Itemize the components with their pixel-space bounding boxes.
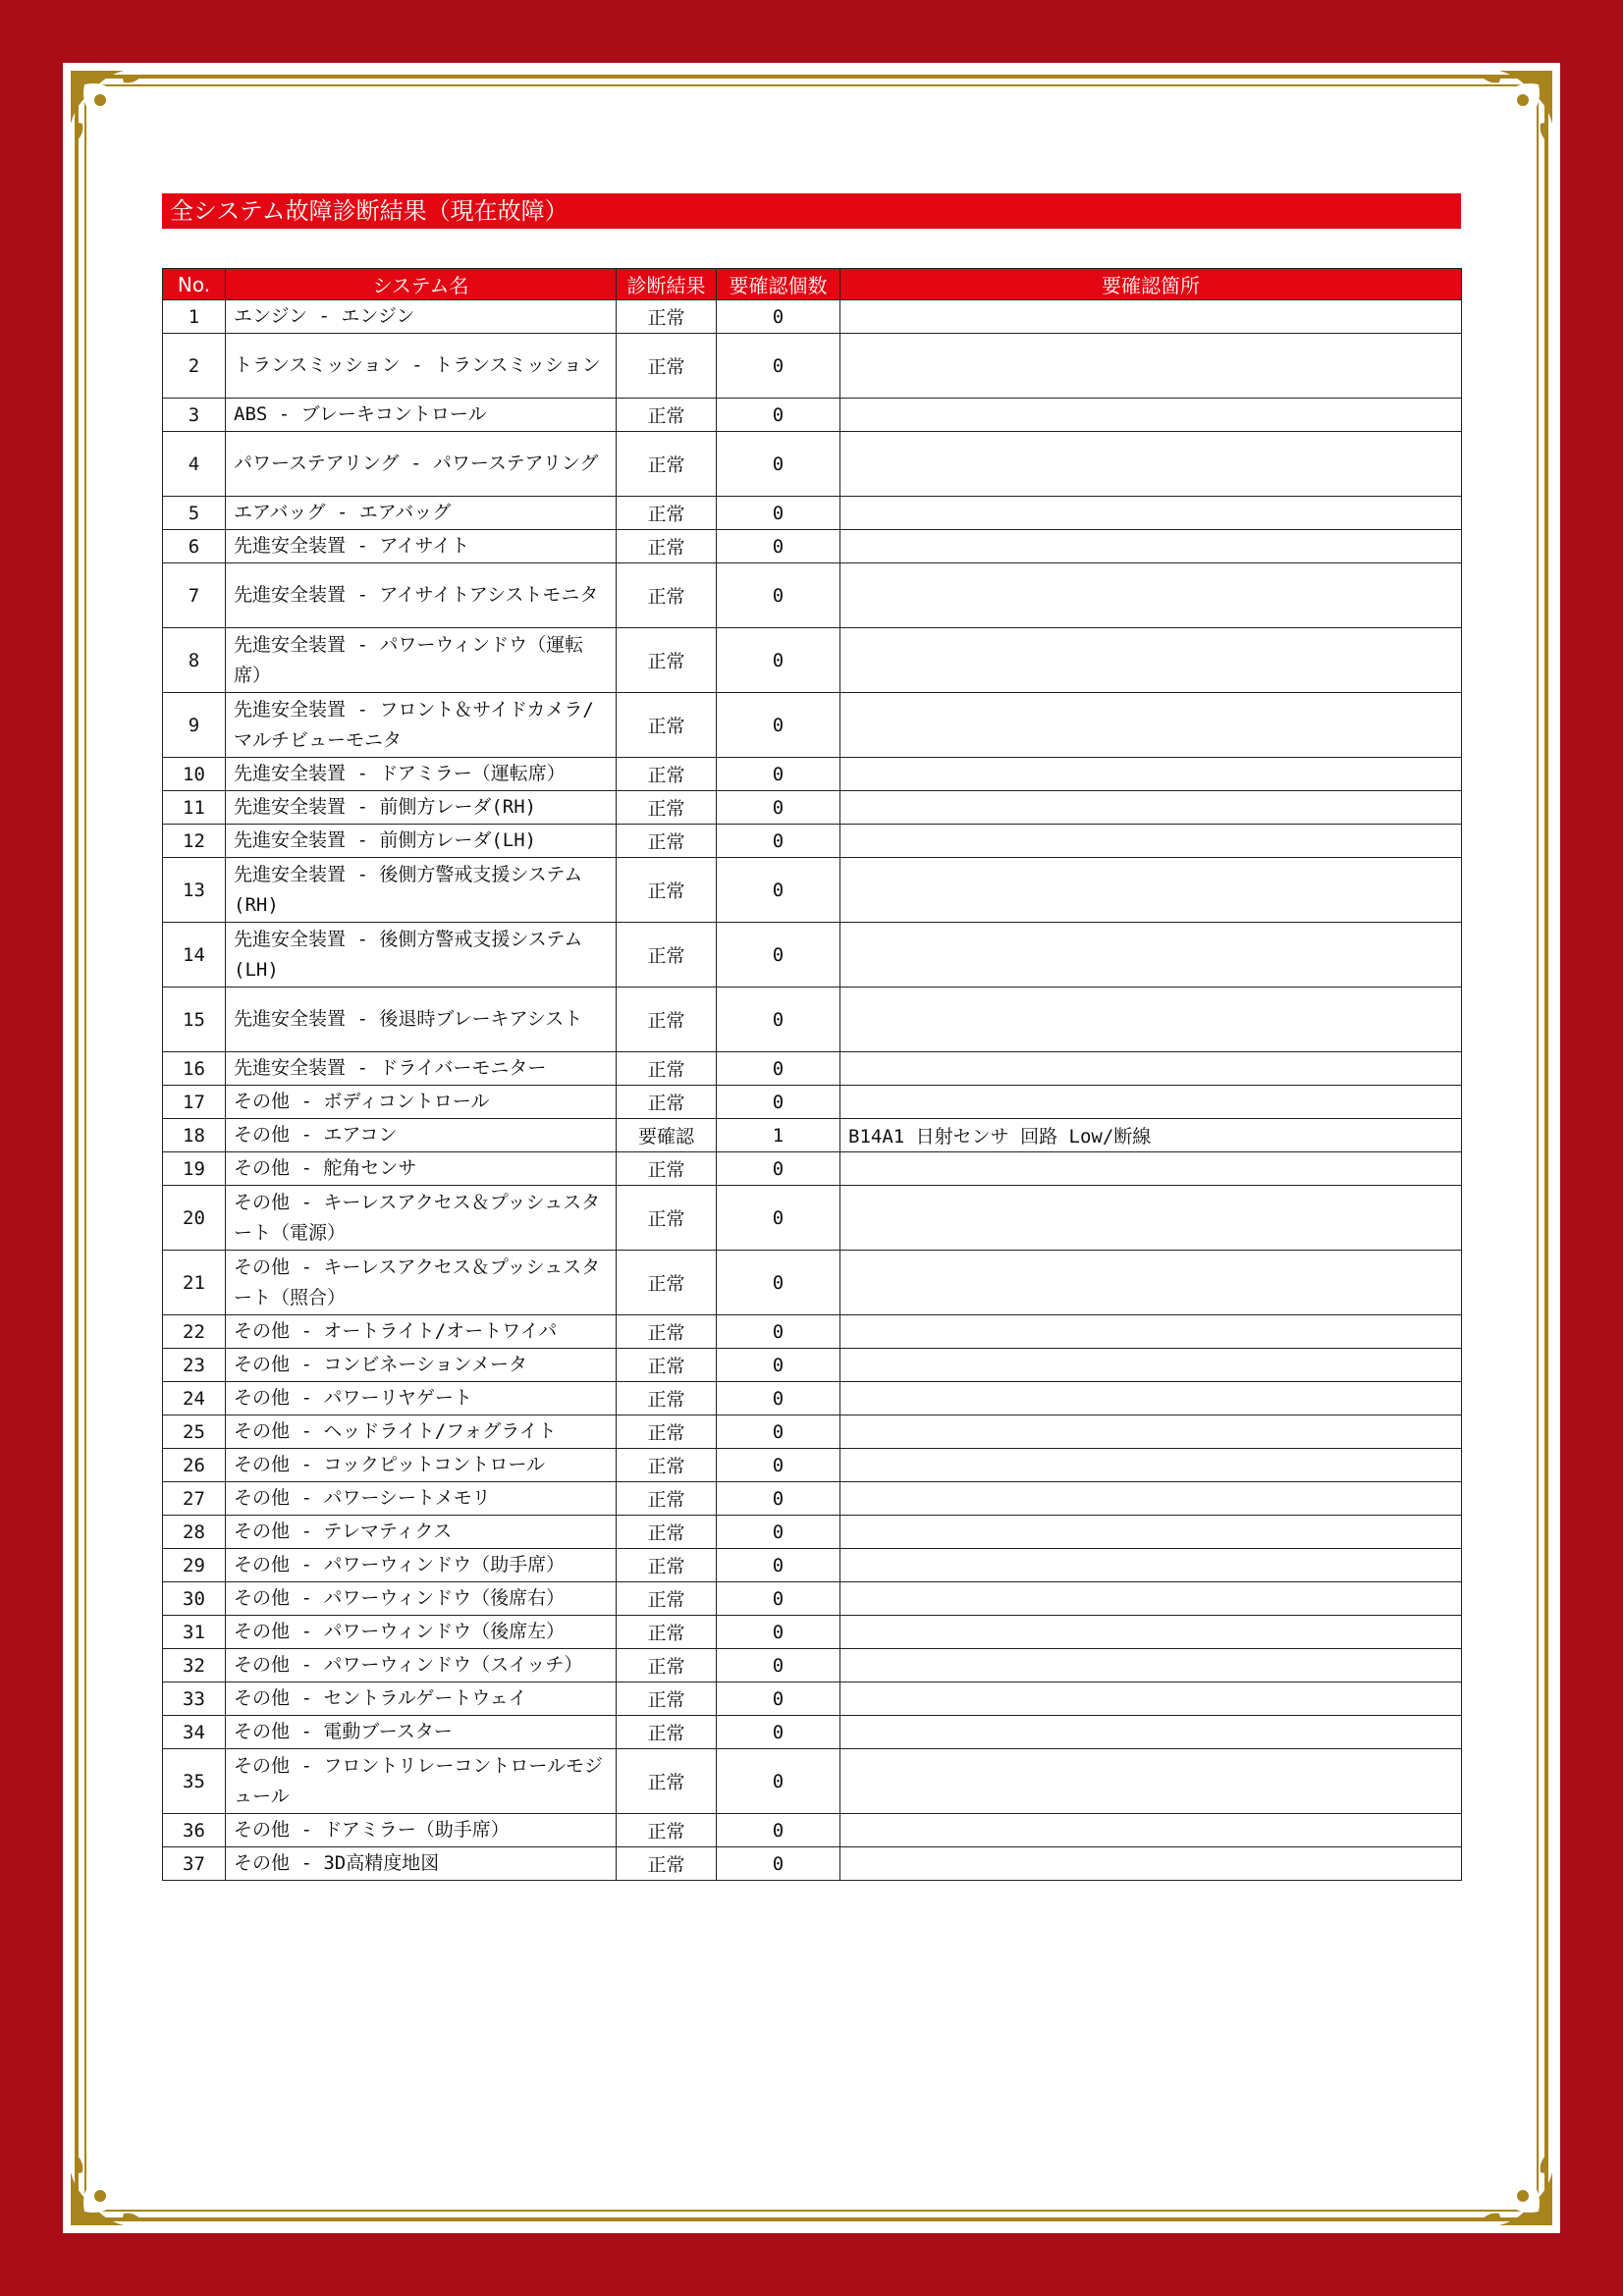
row-result: 正常 — [617, 693, 717, 758]
row-location — [840, 1582, 1462, 1616]
row-result: 正常 — [617, 1186, 717, 1251]
row-no: 28 — [163, 1516, 226, 1549]
row-no: 3 — [163, 399, 226, 432]
row-system-name: その他 - ボディコントロール — [226, 1086, 617, 1119]
row-result: 正常 — [617, 1549, 717, 1582]
row-system-name: その他 - キーレスアクセス＆プッシュスタート（照合） — [226, 1251, 617, 1315]
row-location — [840, 1749, 1462, 1814]
row-system-name: 先進安全装置 - ドライバーモニター — [226, 1052, 617, 1086]
row-system-name: パワーステアリング - パワーステアリング — [226, 432, 617, 497]
row-system-name: エアバッグ - エアバッグ — [226, 497, 617, 530]
row-count: 0 — [717, 1616, 840, 1649]
row-no: 21 — [163, 1251, 226, 1315]
row-count: 0 — [717, 1086, 840, 1119]
row-system-name: その他 - セントラルゲートウェイ — [226, 1682, 617, 1716]
row-location — [840, 1847, 1462, 1881]
row-result: 正常 — [617, 923, 717, 988]
row-result: 正常 — [617, 791, 717, 825]
row-no: 33 — [163, 1682, 226, 1716]
row-result: 正常 — [617, 1516, 717, 1549]
table-row — [163, 1415, 1462, 1449]
row-result: 正常 — [617, 300, 717, 334]
row-location — [840, 1814, 1462, 1847]
row-system-name: その他 - エアコン — [226, 1119, 617, 1152]
row-result: 正常 — [617, 1086, 717, 1119]
row-result: 正常 — [617, 497, 717, 530]
row-location — [840, 923, 1462, 988]
row-count: 0 — [717, 1582, 840, 1616]
row-no: 7 — [163, 563, 226, 628]
row-result: 正常 — [617, 1749, 717, 1814]
row-system-name: その他 - キーレスアクセス＆プッシュスタート（電源） — [226, 1186, 617, 1251]
row-no: 25 — [163, 1415, 226, 1449]
report-title: 全システム故障診断結果（現在故障） — [162, 193, 1461, 229]
row-location — [840, 791, 1462, 825]
row-no: 20 — [163, 1186, 226, 1251]
row-count: 0 — [717, 1482, 840, 1516]
table-row — [163, 1186, 1462, 1251]
table-row — [163, 1349, 1462, 1382]
row-count: 0 — [717, 1415, 840, 1449]
table-row — [163, 300, 1462, 334]
table-row — [163, 1814, 1462, 1847]
row-result: 要確認 — [617, 1119, 717, 1152]
row-location — [840, 1616, 1462, 1649]
row-count: 0 — [717, 497, 840, 530]
table-row — [163, 1315, 1462, 1349]
row-count: 1 — [717, 1119, 840, 1152]
row-location — [840, 300, 1462, 334]
row-result: 正常 — [617, 334, 717, 399]
row-count: 0 — [717, 758, 840, 791]
row-no: 30 — [163, 1582, 226, 1616]
row-result: 正常 — [617, 628, 717, 693]
table-row — [163, 1251, 1462, 1315]
row-location — [840, 758, 1462, 791]
row-location — [840, 1682, 1462, 1716]
row-count: 0 — [717, 1847, 840, 1881]
row-result: 正常 — [617, 563, 717, 628]
row-result: 正常 — [617, 1847, 717, 1881]
row-system-name: その他 - パワーウィンドウ（助手席） — [226, 1549, 617, 1582]
corner-ornament-icon — [63, 63, 161, 161]
table-row — [163, 1119, 1462, 1152]
row-result: 正常 — [617, 1649, 717, 1682]
row-count: 0 — [717, 1649, 840, 1682]
row-count: 0 — [717, 1814, 840, 1847]
row-location — [840, 825, 1462, 858]
row-no: 26 — [163, 1449, 226, 1482]
header-system: システム名 — [226, 269, 617, 300]
row-system-name: その他 - パワーリヤゲート — [226, 1382, 617, 1415]
table-body — [163, 300, 1462, 1881]
table-row — [163, 1616, 1462, 1649]
row-location — [840, 1716, 1462, 1749]
row-system-name: その他 - フロントリレーコントロールモジュール — [226, 1749, 617, 1814]
row-no: 35 — [163, 1749, 226, 1814]
row-system-name: その他 - ドアミラー（助手席） — [226, 1814, 617, 1847]
row-count: 0 — [717, 1749, 840, 1814]
row-result: 正常 — [617, 399, 717, 432]
table-row — [163, 1716, 1462, 1749]
row-system-name: その他 - 電動ブースター — [226, 1716, 617, 1749]
row-system-name: ABS - ブレーキコントロール — [226, 399, 617, 432]
header-result: 診断結果 — [617, 269, 717, 300]
row-result: 正常 — [617, 825, 717, 858]
row-no: 16 — [163, 1052, 226, 1086]
row-location — [840, 530, 1462, 563]
row-count: 0 — [717, 693, 840, 758]
row-count: 0 — [717, 1449, 840, 1482]
corner-ornament-icon — [63, 2135, 161, 2233]
row-result: 正常 — [617, 1382, 717, 1415]
row-count: 0 — [717, 1251, 840, 1315]
table-row — [163, 1549, 1462, 1582]
row-system-name: その他 - パワーウィンドウ（後席右） — [226, 1582, 617, 1616]
row-system-name: 先進安全装置 - ドアミラー（運転席） — [226, 758, 617, 791]
row-system-name: その他 - コックピットコントロール — [226, 1449, 617, 1482]
row-count: 0 — [717, 530, 840, 563]
row-no: 37 — [163, 1847, 226, 1881]
row-no: 15 — [163, 988, 226, 1052]
row-no: 11 — [163, 791, 226, 825]
row-location — [840, 497, 1462, 530]
row-result: 正常 — [617, 1582, 717, 1616]
row-no: 1 — [163, 300, 226, 334]
row-location — [840, 1315, 1462, 1349]
row-count: 0 — [717, 825, 840, 858]
row-result: 正常 — [617, 1716, 717, 1749]
row-count: 0 — [717, 791, 840, 825]
row-system-name: その他 - テレマティクス — [226, 1516, 617, 1549]
row-no: 19 — [163, 1152, 226, 1186]
row-location — [840, 1086, 1462, 1119]
row-count: 0 — [717, 432, 840, 497]
table-row — [163, 1682, 1462, 1716]
table-row — [163, 1152, 1462, 1186]
table-row — [163, 334, 1462, 399]
row-count: 0 — [717, 1716, 840, 1749]
row-count: 0 — [717, 1516, 840, 1549]
row-system-name: トランスミッション - トランスミッション — [226, 334, 617, 399]
row-result: 正常 — [617, 1251, 717, 1315]
table-row — [163, 1516, 1462, 1549]
table-row — [163, 1847, 1462, 1881]
row-result: 正常 — [617, 988, 717, 1052]
row-result: 正常 — [617, 432, 717, 497]
table-header-row — [163, 269, 1462, 300]
row-system-name: 先進安全装置 - アイサイト — [226, 530, 617, 563]
row-result: 正常 — [617, 1052, 717, 1086]
row-system-name: その他 - コンビネーションメータ — [226, 1349, 617, 1382]
row-result: 正常 — [617, 1814, 717, 1847]
row-no: 29 — [163, 1549, 226, 1582]
row-system-name: その他 - 舵角センサ — [226, 1152, 617, 1186]
row-no: 14 — [163, 923, 226, 988]
row-location — [840, 1415, 1462, 1449]
row-result: 正常 — [617, 1152, 717, 1186]
row-system-name: その他 - パワーウィンドウ（後席左） — [226, 1616, 617, 1649]
row-location — [840, 693, 1462, 758]
row-count: 0 — [717, 923, 840, 988]
row-result: 正常 — [617, 1682, 717, 1716]
header-no: No. — [163, 269, 226, 300]
table-row — [163, 1449, 1462, 1482]
row-result: 正常 — [617, 530, 717, 563]
row-count: 0 — [717, 1152, 840, 1186]
row-no: 36 — [163, 1814, 226, 1847]
row-system-name: 先進安全装置 - 後側方警戒支援システム(LH) — [226, 923, 617, 988]
row-system-name: 先進安全装置 - アイサイトアシストモニタ — [226, 563, 617, 628]
row-no: 2 — [163, 334, 226, 399]
row-count: 0 — [717, 1682, 840, 1716]
row-location — [840, 1382, 1462, 1415]
row-count: 0 — [717, 300, 840, 334]
row-result: 正常 — [617, 1482, 717, 1516]
row-no: 13 — [163, 858, 226, 923]
row-location — [840, 628, 1462, 693]
row-no: 10 — [163, 758, 226, 791]
header-location: 要確認箇所 — [840, 269, 1462, 300]
row-no: 18 — [163, 1119, 226, 1152]
row-system-name: 先進安全装置 - 前側方レーダ(RH) — [226, 791, 617, 825]
row-result: 正常 — [617, 858, 717, 923]
row-result: 正常 — [617, 1349, 717, 1382]
row-count: 0 — [717, 1382, 840, 1415]
row-location — [840, 432, 1462, 497]
table-row — [163, 791, 1462, 825]
row-system-name: その他 - 3D高精度地図 — [226, 1847, 617, 1881]
table-row — [163, 432, 1462, 497]
table-row — [163, 1482, 1462, 1516]
row-count: 0 — [717, 1549, 840, 1582]
row-no: 8 — [163, 628, 226, 693]
diagnosis-table — [162, 268, 1462, 1881]
table-row — [163, 1086, 1462, 1119]
row-system-name: 先進安全装置 - パワーウィンドウ（運転席） — [226, 628, 617, 693]
row-result: 正常 — [617, 1415, 717, 1449]
corner-ornament-icon — [1462, 63, 1560, 161]
table-row — [163, 693, 1462, 758]
row-no: 17 — [163, 1086, 226, 1119]
row-result: 正常 — [617, 1315, 717, 1349]
row-system-name: 先進安全装置 - 前側方レーダ(LH) — [226, 825, 617, 858]
row-system-name: 先進安全装置 - フロント＆サイドカメラ/マルチビューモニタ — [226, 693, 617, 758]
row-count: 0 — [717, 628, 840, 693]
row-location — [840, 1516, 1462, 1549]
row-no: 22 — [163, 1315, 226, 1349]
row-count: 0 — [717, 858, 840, 923]
row-location — [840, 1251, 1462, 1315]
row-system-name: その他 - ヘッドライト/フォグライト — [226, 1415, 617, 1449]
row-location — [840, 1052, 1462, 1086]
row-result: 正常 — [617, 1616, 717, 1649]
table-row — [163, 530, 1462, 563]
row-no: 31 — [163, 1616, 226, 1649]
row-location — [840, 1549, 1462, 1582]
table-row — [163, 628, 1462, 693]
table-row — [163, 758, 1462, 791]
row-no: 5 — [163, 497, 226, 530]
report-page — [63, 63, 1560, 2233]
row-count: 0 — [717, 988, 840, 1052]
row-no: 27 — [163, 1482, 226, 1516]
row-no: 24 — [163, 1382, 226, 1415]
row-count: 0 — [717, 1315, 840, 1349]
table-row — [163, 825, 1462, 858]
header-count: 要確認個数 — [717, 269, 840, 300]
row-result: 正常 — [617, 1449, 717, 1482]
table-row — [163, 1649, 1462, 1682]
row-system-name: その他 - オートライト/オートワイパ — [226, 1315, 617, 1349]
row-no: 34 — [163, 1716, 226, 1749]
row-no: 23 — [163, 1349, 226, 1382]
row-no: 12 — [163, 825, 226, 858]
row-count: 0 — [717, 334, 840, 399]
row-location — [840, 399, 1462, 432]
table-row — [163, 1052, 1462, 1086]
row-system-name: その他 - パワーシートメモリ — [226, 1482, 617, 1516]
row-location: B14A1 日射センサ 回路 Low/断線 — [840, 1119, 1462, 1152]
row-location — [840, 334, 1462, 399]
row-count: 0 — [717, 399, 840, 432]
row-location — [840, 563, 1462, 628]
corner-ornament-icon — [1462, 2135, 1560, 2233]
row-count: 0 — [717, 1052, 840, 1086]
row-location — [840, 1186, 1462, 1251]
row-system-name: エンジン - エンジン — [226, 300, 617, 334]
table-row — [163, 563, 1462, 628]
row-count: 0 — [717, 563, 840, 628]
row-location — [840, 1482, 1462, 1516]
table-row — [163, 923, 1462, 988]
table-row — [163, 858, 1462, 923]
row-location — [840, 858, 1462, 923]
row-count: 0 — [717, 1186, 840, 1251]
row-system-name: 先進安全装置 - 後側方警戒支援システム(RH) — [226, 858, 617, 923]
row-system-name: 先進安全装置 - 後退時ブレーキアシスト — [226, 988, 617, 1052]
table-row — [163, 988, 1462, 1052]
row-location — [840, 988, 1462, 1052]
row-location — [840, 1449, 1462, 1482]
row-location — [840, 1152, 1462, 1186]
row-no: 6 — [163, 530, 226, 563]
row-system-name: その他 - パワーウィンドウ（スイッチ） — [226, 1649, 617, 1682]
table-row — [163, 1382, 1462, 1415]
row-location — [840, 1349, 1462, 1382]
row-no: 32 — [163, 1649, 226, 1682]
table-row — [163, 1749, 1462, 1814]
row-result: 正常 — [617, 758, 717, 791]
table-row — [163, 399, 1462, 432]
row-count: 0 — [717, 1349, 840, 1382]
row-no: 9 — [163, 693, 226, 758]
row-location — [840, 1649, 1462, 1682]
table-row — [163, 1582, 1462, 1616]
table-row — [163, 497, 1462, 530]
row-no: 4 — [163, 432, 226, 497]
